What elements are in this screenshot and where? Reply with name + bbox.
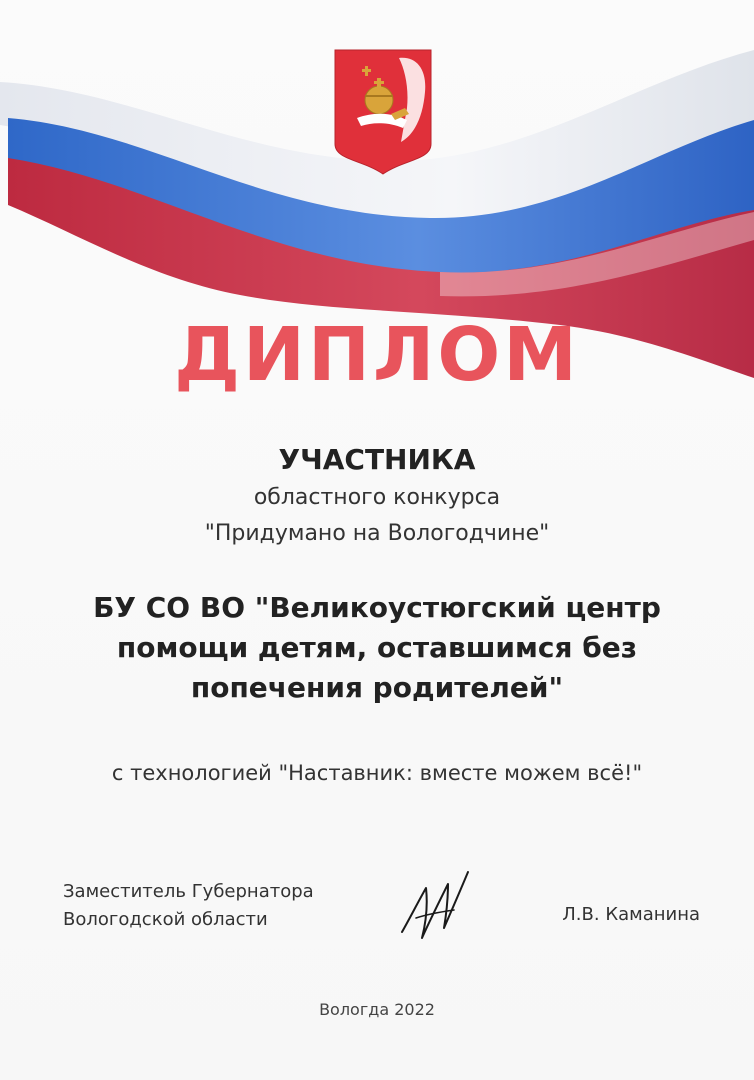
recipient-organization	[0, 588, 754, 708]
diploma-subtitle: УЧАСТНИКА	[278, 443, 476, 476]
footer-place-year: Вологда 2022	[319, 1000, 435, 1019]
organization-line: попечения родителей"	[190, 671, 564, 704]
organization-line: помощи детям, оставшимся без	[116, 631, 638, 664]
signer-name: Л.В. Каманина	[562, 904, 700, 925]
technology-line: с технологией "Наставник: вместе можем всё!"	[111, 761, 643, 785]
contest-name: "Придумано на Вологодчине"	[204, 521, 550, 546]
coat-of-arms-icon	[333, 48, 433, 176]
signer-title-line: Заместитель Губернатора	[63, 881, 314, 902]
signer-title	[63, 878, 314, 934]
signer-title-line: Вологодской области	[63, 909, 268, 930]
signature-icon	[396, 862, 476, 946]
diploma-title: ДИПЛОМ	[174, 312, 580, 398]
organization-line: БУ СО ВО "Великоустюгский центр	[93, 591, 661, 624]
contest-line-1: областного конкурса	[253, 485, 501, 510]
